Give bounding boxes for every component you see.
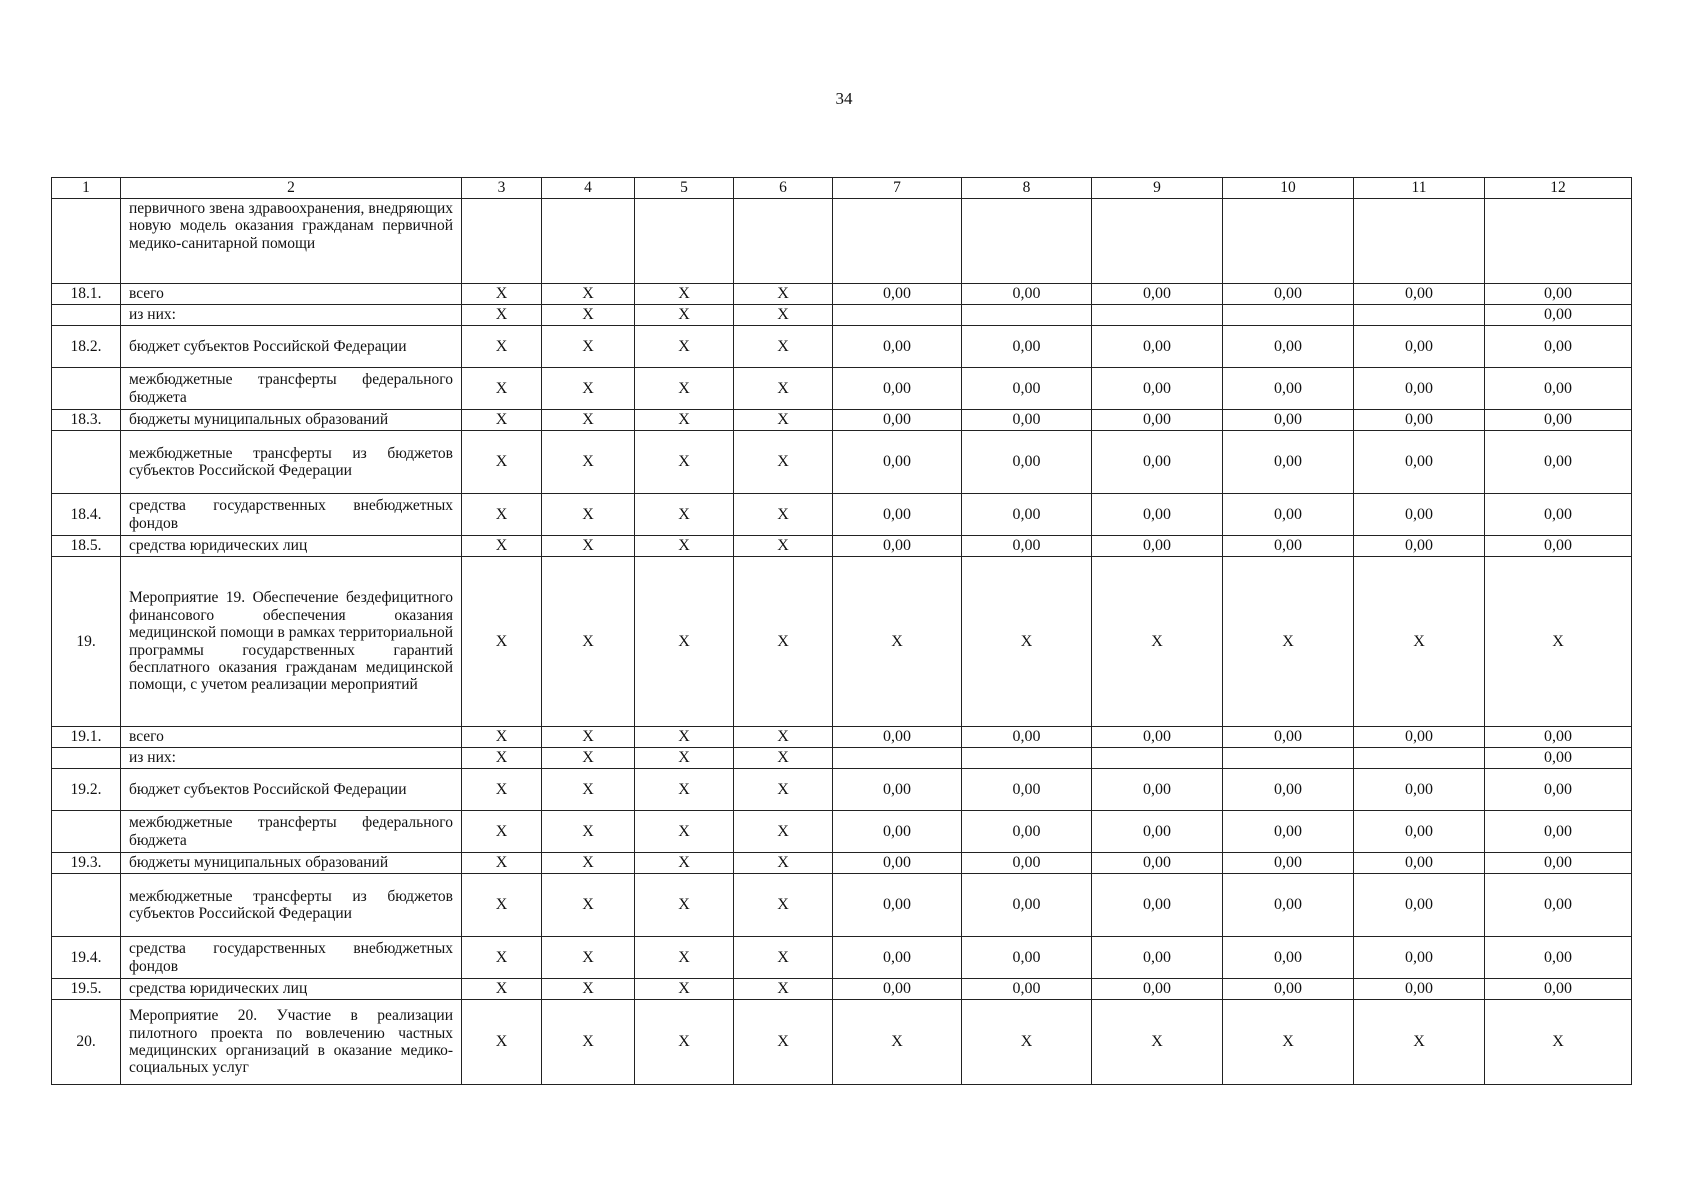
value-cell: 0,00: [833, 410, 962, 431]
value-cell: 0,00: [1354, 811, 1485, 853]
value-cell: [833, 748, 962, 769]
value-cell: 0,00: [833, 811, 962, 853]
value-cell: 0,00: [962, 727, 1092, 748]
value-cell: X: [734, 305, 833, 326]
row-description: межбюджетные трансферты из бюджетов субъектов Российской Федерации: [121, 431, 462, 494]
value-cell: X: [462, 979, 542, 1000]
value-cell: X: [734, 368, 833, 410]
table-row: [52, 937, 1632, 979]
row-description: бюджеты муниципальных образований: [121, 410, 462, 431]
value-cell: 0,00: [1485, 727, 1632, 748]
row-number: [52, 305, 121, 326]
value-cell: 0,00: [1485, 326, 1632, 368]
value-cell: X: [462, 305, 542, 326]
row-description: Мероприятие 19. Обеспечение бездефицитного финансового обеспечения оказания медицинской помощи в рамках территориальной программы государственных гарантий бесплатного оказания гражданам медицинской помощи, с учетом реализации мероприятий: [121, 557, 462, 727]
value-cell: 0,00: [833, 853, 962, 874]
value-cell: X: [462, 326, 542, 368]
value-cell: X: [542, 305, 635, 326]
value-cell: X: [734, 874, 833, 937]
value-cell: X: [542, 368, 635, 410]
value-cell: X: [542, 937, 635, 979]
table-body: [52, 199, 1632, 1085]
value-cell: 0,00: [1354, 536, 1485, 557]
value-cell: 0,00: [962, 284, 1092, 305]
value-cell: 0,00: [962, 494, 1092, 536]
value-cell: 0,00: [1354, 431, 1485, 494]
row-number: [52, 431, 121, 494]
table-row: [52, 199, 1632, 284]
table-row: [52, 874, 1632, 937]
value-cell: X: [833, 557, 962, 727]
value-cell: X: [462, 937, 542, 979]
value-cell: X: [734, 431, 833, 494]
value-cell: X: [635, 811, 734, 853]
value-cell: X: [542, 410, 635, 431]
value-cell: X: [462, 874, 542, 937]
value-cell: X: [462, 1000, 542, 1085]
value-cell: 0,00: [1485, 937, 1632, 979]
column-number-cell: 9: [1092, 178, 1223, 199]
value-cell: 0,00: [1223, 494, 1354, 536]
value-cell: 0,00: [1485, 853, 1632, 874]
table-row: [52, 326, 1632, 368]
value-cell: 0,00: [1354, 937, 1485, 979]
value-cell: 0,00: [833, 284, 962, 305]
value-cell: X: [462, 494, 542, 536]
value-cell: 0,00: [1354, 284, 1485, 305]
value-cell: X: [635, 853, 734, 874]
row-number: 19.4.: [52, 937, 121, 979]
value-cell: X: [734, 811, 833, 853]
value-cell: 0,00: [1223, 536, 1354, 557]
value-cell: 0,00: [1092, 410, 1223, 431]
value-cell: [962, 748, 1092, 769]
value-cell: X: [1354, 1000, 1485, 1085]
table-row: [52, 811, 1632, 853]
column-number-cell: 4: [542, 178, 635, 199]
value-cell: X: [462, 284, 542, 305]
value-cell: 0,00: [833, 431, 962, 494]
value-cell: 0,00: [1092, 811, 1223, 853]
value-cell: X: [734, 727, 833, 748]
row-number: 19.: [52, 557, 121, 727]
value-cell: 0,00: [1223, 368, 1354, 410]
value-cell: 0,00: [1223, 769, 1354, 811]
row-number: 19.2.: [52, 769, 121, 811]
row-description: средства юридических лиц: [121, 536, 462, 557]
value-cell: X: [635, 1000, 734, 1085]
value-cell: X: [635, 326, 734, 368]
value-cell: X: [1223, 557, 1354, 727]
value-cell: 0,00: [1485, 874, 1632, 937]
row-description: первичного звена здравоохранения, внедряющих новую модель оказания гражданам первичной медико-санитарной помощи: [121, 199, 462, 284]
value-cell: [542, 199, 635, 284]
value-cell: 0,00: [1223, 811, 1354, 853]
column-number-cell: 2: [121, 178, 462, 199]
value-cell: [1223, 199, 1354, 284]
value-cell: 0,00: [1485, 979, 1632, 1000]
value-cell: 0,00: [1092, 368, 1223, 410]
value-cell: [962, 199, 1092, 284]
value-cell: X: [462, 853, 542, 874]
row-number: 19.5.: [52, 979, 121, 1000]
value-cell: 0,00: [833, 727, 962, 748]
value-cell: [1092, 748, 1223, 769]
value-cell: 0,00: [1092, 853, 1223, 874]
value-cell: 0,00: [962, 853, 1092, 874]
value-cell: 0,00: [1092, 284, 1223, 305]
value-cell: 0,00: [1354, 853, 1485, 874]
value-cell: 0,00: [1223, 874, 1354, 937]
value-cell: X: [635, 284, 734, 305]
value-cell: 0,00: [1485, 284, 1632, 305]
row-number: 18.5.: [52, 536, 121, 557]
value-cell: 0,00: [1354, 979, 1485, 1000]
row-number: [52, 368, 121, 410]
value-cell: [1092, 305, 1223, 326]
value-cell: X: [462, 410, 542, 431]
value-cell: X: [462, 769, 542, 811]
row-description: межбюджетные трансферты федерального бюджета: [121, 368, 462, 410]
value-cell: [734, 199, 833, 284]
table-row: [52, 769, 1632, 811]
value-cell: 0,00: [1354, 410, 1485, 431]
row-number: [52, 811, 121, 853]
value-cell: X: [462, 748, 542, 769]
value-cell: 0,00: [1485, 368, 1632, 410]
value-cell: 0,00: [1485, 410, 1632, 431]
row-description: межбюджетные трансферты федерального бюджета: [121, 811, 462, 853]
table-row: [52, 431, 1632, 494]
value-cell: 0,00: [833, 937, 962, 979]
value-cell: [635, 199, 734, 284]
value-cell: 0,00: [1354, 874, 1485, 937]
value-cell: X: [1092, 557, 1223, 727]
value-cell: 0,00: [1092, 937, 1223, 979]
table-row: [52, 536, 1632, 557]
value-cell: X: [542, 431, 635, 494]
value-cell: 0,00: [1485, 305, 1632, 326]
value-cell: X: [462, 811, 542, 853]
value-cell: 0,00: [1092, 769, 1223, 811]
row-number: [52, 874, 121, 937]
value-cell: 0,00: [1485, 748, 1632, 769]
row-description: средства государственных внебюджетных фондов: [121, 494, 462, 536]
value-cell: X: [734, 536, 833, 557]
column-number-cell: 12: [1485, 178, 1632, 199]
value-cell: X: [962, 557, 1092, 727]
value-cell: 0,00: [1354, 326, 1485, 368]
row-description: средства государственных внебюджетных фондов: [121, 937, 462, 979]
row-description: средства юридических лиц: [121, 979, 462, 1000]
value-cell: 0,00: [1223, 284, 1354, 305]
row-number: 20.: [52, 1000, 121, 1085]
table-row: [52, 557, 1632, 727]
column-number-cell: 11: [1354, 178, 1485, 199]
value-cell: 0,00: [1354, 769, 1485, 811]
value-cell: X: [734, 979, 833, 1000]
value-cell: [1092, 199, 1223, 284]
value-cell: X: [542, 284, 635, 305]
value-cell: 0,00: [1223, 853, 1354, 874]
value-cell: X: [734, 769, 833, 811]
value-cell: [833, 305, 962, 326]
value-cell: 0,00: [962, 410, 1092, 431]
value-cell: 0,00: [962, 368, 1092, 410]
row-number: 18.3.: [52, 410, 121, 431]
value-cell: X: [462, 727, 542, 748]
value-cell: X: [542, 494, 635, 536]
column-number-row: [52, 178, 1632, 199]
value-cell: X: [542, 557, 635, 727]
value-cell: X: [462, 368, 542, 410]
row-description: бюджет субъектов Российской Федерации: [121, 769, 462, 811]
table-row: [52, 368, 1632, 410]
value-cell: X: [462, 557, 542, 727]
value-cell: X: [1485, 557, 1632, 727]
value-cell: X: [635, 727, 734, 748]
value-cell: X: [1485, 1000, 1632, 1085]
value-cell: X: [462, 431, 542, 494]
table-row: [52, 1000, 1632, 1085]
value-cell: 0,00: [1223, 431, 1354, 494]
row-description: из них:: [121, 305, 462, 326]
value-cell: 0,00: [833, 326, 962, 368]
table-row: [52, 979, 1632, 1000]
value-cell: 0,00: [1092, 874, 1223, 937]
value-cell: X: [962, 1000, 1092, 1085]
value-cell: X: [462, 536, 542, 557]
value-cell: X: [542, 748, 635, 769]
value-cell: [1354, 748, 1485, 769]
value-cell: 0,00: [1485, 769, 1632, 811]
value-cell: X: [635, 937, 734, 979]
value-cell: 0,00: [962, 811, 1092, 853]
value-cell: 0,00: [1223, 937, 1354, 979]
value-cell: X: [542, 769, 635, 811]
value-cell: [1485, 199, 1632, 284]
value-cell: 0,00: [1092, 979, 1223, 1000]
value-cell: 0,00: [833, 769, 962, 811]
value-cell: X: [542, 979, 635, 1000]
value-cell: 0,00: [962, 769, 1092, 811]
table-row: [52, 727, 1632, 748]
value-cell: X: [734, 937, 833, 979]
value-cell: X: [635, 368, 734, 410]
value-cell: X: [635, 874, 734, 937]
column-number-cell: 1: [52, 178, 121, 199]
row-description: всего: [121, 284, 462, 305]
value-cell: X: [635, 431, 734, 494]
value-cell: 0,00: [962, 937, 1092, 979]
value-cell: X: [833, 1000, 962, 1085]
value-cell: X: [734, 748, 833, 769]
row-number: [52, 199, 121, 284]
value-cell: X: [734, 853, 833, 874]
value-cell: 0,00: [962, 326, 1092, 368]
value-cell: 0,00: [1092, 326, 1223, 368]
value-cell: 0,00: [833, 494, 962, 536]
row-description: бюджет субъектов Российской Федерации: [121, 326, 462, 368]
value-cell: X: [542, 536, 635, 557]
row-number: 18.2.: [52, 326, 121, 368]
budget-table: [51, 177, 1632, 1085]
value-cell: [1223, 305, 1354, 326]
value-cell: X: [635, 410, 734, 431]
value-cell: X: [542, 853, 635, 874]
value-cell: 0,00: [1223, 410, 1354, 431]
value-cell: X: [542, 811, 635, 853]
column-number-cell: 7: [833, 178, 962, 199]
value-cell: 0,00: [833, 979, 962, 1000]
value-cell: 0,00: [962, 536, 1092, 557]
value-cell: 0,00: [962, 979, 1092, 1000]
row-description: межбюджетные трансферты из бюджетов субъектов Российской Федерации: [121, 874, 462, 937]
value-cell: X: [635, 557, 734, 727]
value-cell: 0,00: [833, 536, 962, 557]
value-cell: X: [542, 1000, 635, 1085]
value-cell: X: [635, 536, 734, 557]
value-cell: 0,00: [1223, 727, 1354, 748]
value-cell: X: [542, 727, 635, 748]
value-cell: 0,00: [833, 368, 962, 410]
row-number: [52, 748, 121, 769]
value-cell: [962, 305, 1092, 326]
value-cell: X: [635, 305, 734, 326]
value-cell: [1354, 305, 1485, 326]
value-cell: 0,00: [1354, 368, 1485, 410]
row-number: 19.3.: [52, 853, 121, 874]
value-cell: X: [1223, 1000, 1354, 1085]
value-cell: X: [734, 557, 833, 727]
value-cell: [1223, 748, 1354, 769]
row-number: 19.1.: [52, 727, 121, 748]
value-cell: 0,00: [962, 431, 1092, 494]
table-row: [52, 853, 1632, 874]
value-cell: X: [635, 769, 734, 811]
value-cell: 0,00: [1092, 536, 1223, 557]
value-cell: X: [542, 326, 635, 368]
table-row: [52, 410, 1632, 431]
value-cell: 0,00: [1092, 494, 1223, 536]
value-cell: 0,00: [1354, 727, 1485, 748]
column-number-cell: 3: [462, 178, 542, 199]
value-cell: X: [635, 979, 734, 1000]
value-cell: 0,00: [1092, 431, 1223, 494]
value-cell: X: [635, 748, 734, 769]
value-cell: X: [734, 410, 833, 431]
value-cell: X: [734, 494, 833, 536]
value-cell: 0,00: [962, 874, 1092, 937]
value-cell: X: [1354, 557, 1485, 727]
value-cell: X: [734, 1000, 833, 1085]
value-cell: X: [734, 326, 833, 368]
value-cell: X: [734, 284, 833, 305]
value-cell: 0,00: [1485, 494, 1632, 536]
page-number: 34: [835, 89, 853, 108]
value-cell: 0,00: [1092, 727, 1223, 748]
table-row: [52, 748, 1632, 769]
value-cell: [1354, 199, 1485, 284]
row-description: всего: [121, 727, 462, 748]
column-number-cell: 5: [635, 178, 734, 199]
value-cell: 0,00: [1354, 494, 1485, 536]
column-number-cell: 10: [1223, 178, 1354, 199]
value-cell: [462, 199, 542, 284]
value-cell: [833, 199, 962, 284]
value-cell: 0,00: [833, 874, 962, 937]
table-row: [52, 284, 1632, 305]
value-cell: 0,00: [1485, 431, 1632, 494]
value-cell: X: [1092, 1000, 1223, 1085]
row-number: 18.1.: [52, 284, 121, 305]
row-description: бюджеты муниципальных образований: [121, 853, 462, 874]
column-number-cell: 6: [734, 178, 833, 199]
table-row: [52, 305, 1632, 326]
row-number: 18.4.: [52, 494, 121, 536]
column-number-cell: 8: [962, 178, 1092, 199]
value-cell: 0,00: [1485, 536, 1632, 557]
row-description: Мероприятие 20. Участие в реализации пилотного проекта по вовлечению частных медицинских организаций в оказание медико-социальных услуг: [121, 1000, 462, 1085]
value-cell: 0,00: [1485, 811, 1632, 853]
value-cell: 0,00: [1223, 326, 1354, 368]
value-cell: 0,00: [1223, 979, 1354, 1000]
table-row: [52, 494, 1632, 536]
row-description: из них:: [121, 748, 462, 769]
value-cell: X: [635, 494, 734, 536]
value-cell: X: [542, 874, 635, 937]
